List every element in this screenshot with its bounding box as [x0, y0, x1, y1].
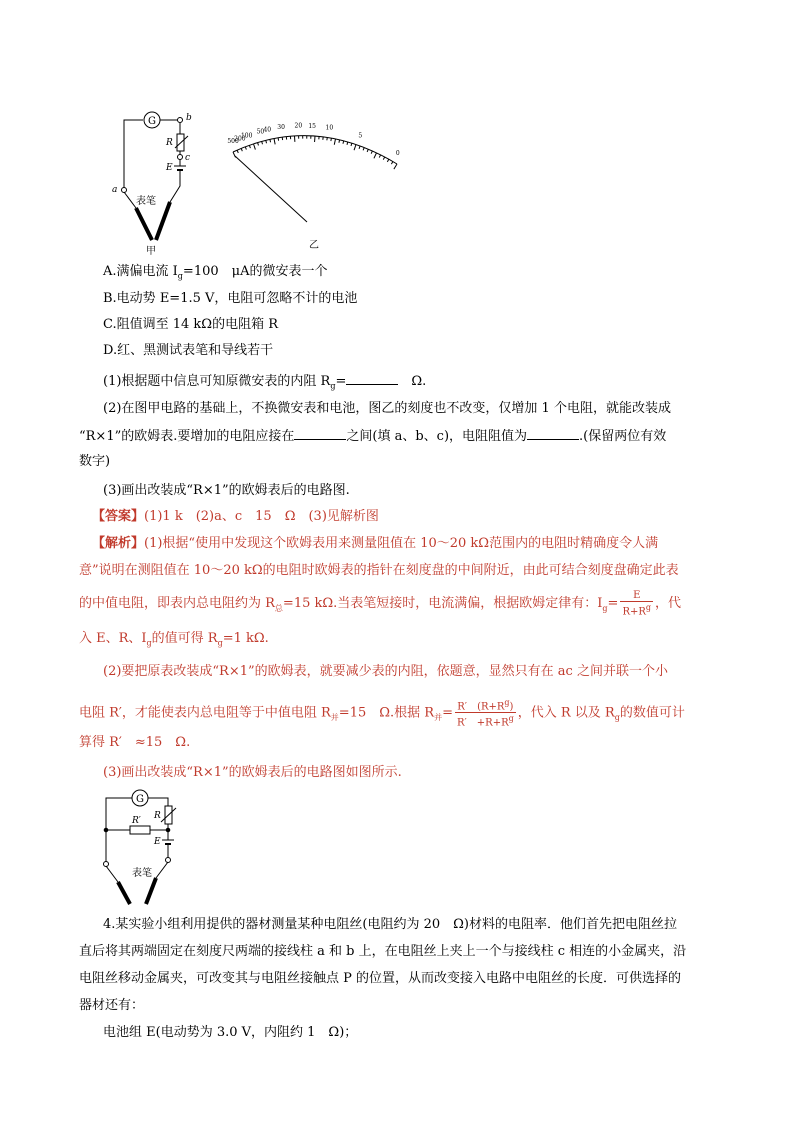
question-2-line-2 — [79, 427, 666, 446]
dial-tick — [274, 139, 275, 145]
analysis-l3c: = — [607, 596, 619, 612]
dial-tick — [374, 153, 377, 158]
analysis-l3sub: 总 — [274, 603, 283, 613]
dial-tick — [391, 162, 393, 165]
figure-yi-dial — [225, 122, 405, 252]
analysis-tag: 【解析】 — [92, 536, 145, 551]
fraction-2-num-end: ) — [509, 701, 514, 713]
q2-l2b: 之间(填 a、b、c)，电阻阻值为 — [346, 429, 528, 444]
analysis-p2l2a: 电阻 R′，才能使表内总电阻等于中值电阻 R — [79, 705, 331, 721]
option-b: B.电动势 E=1.5 V，电阻可忽略不计的电池 — [103, 291, 358, 306]
fraction-1 — [620, 590, 653, 617]
dial-tick — [334, 139, 335, 145]
dial-tick — [354, 145, 356, 151]
dial-scale-label: 15 — [308, 122, 316, 130]
fraction-1-den — [620, 602, 653, 617]
q2-l2c: .(保留两位有效 — [579, 429, 667, 444]
terminal-b-label: b — [186, 113, 192, 123]
analysis-l4sub2: g — [217, 638, 223, 648]
q1-mid: = — [335, 374, 347, 389]
dial-tick — [367, 149, 368, 152]
dial-scale-label: 10 — [325, 124, 334, 132]
analysis-p2l2sub3: g — [614, 712, 620, 722]
fraction-2 — [455, 697, 516, 729]
analysis-p2l2b: =15 Ω.根据 R — [338, 705, 435, 721]
galvanometer-label: G — [148, 116, 156, 127]
dial-tick — [254, 144, 256, 150]
option-c: C.阻值调至 14 kΩ的电阻箱 R — [103, 317, 278, 332]
analysis-p3: (3)画出改装成“R×1”的欧姆表后的电路图如图所示. — [103, 765, 402, 780]
fraction-2-num-sup: g — [504, 698, 510, 707]
fraction-2-num-text: R′ (R+R — [457, 701, 505, 713]
analysis-p2-line-3: 算得 R′ ≈15 Ω. — [79, 735, 191, 750]
analysis-l3d: ，代 — [655, 596, 682, 612]
analysis-line-4 — [79, 630, 269, 653]
caption-yi: 乙 — [309, 240, 319, 251]
dial-scale-label: 100 — [240, 132, 253, 140]
analysis-l3a: 的中值电阻，即表内总电阻约为 R — [79, 596, 275, 612]
dial-tick — [394, 164, 397, 169]
figure-jia-circuit — [100, 108, 210, 258]
question-3: (3)画出改装成“R×1”的欧姆表后的电路图. — [103, 483, 350, 498]
dial-scale-label: 0 — [395, 150, 400, 158]
resistor-Rprime-label: R′ — [132, 816, 141, 826]
fraction-2-den — [455, 713, 516, 728]
pen-label-2: 表笔 — [132, 868, 152, 879]
dial-scale-label: 30 — [277, 124, 285, 132]
answer — [92, 508, 379, 526]
galvanometer-label-2: G — [136, 794, 144, 805]
dial-scale-label: 20 — [294, 122, 303, 130]
analysis-line-2: 意”说明在测阻值在 10～20 kΩ的电阻时欧姆表的指针在刻度盘的中间附近，由此可结合刻度盘确定此表 — [79, 563, 679, 578]
dial-tick — [258, 143, 259, 146]
answer-blank-3 — [527, 427, 579, 440]
option-a-text: A.满偏电流 I — [103, 264, 178, 279]
q1-post: Ω. — [398, 374, 427, 389]
battery-E-label-2: E — [154, 837, 161, 847]
dial-scale-label: 500 — [227, 138, 239, 146]
dial-scale-label: 5 — [358, 132, 363, 140]
figure-modified-circuit — [96, 786, 206, 908]
option-a-sub: g — [177, 271, 183, 281]
dial-tick — [266, 140, 267, 143]
analysis-p2l2sub2: 并 — [434, 712, 443, 722]
q1-sub: g — [330, 381, 336, 391]
analysis-l4sub: g — [146, 638, 152, 648]
dial-tick — [245, 147, 246, 150]
fraction-2-den-text: R′ +R+R — [456, 717, 509, 729]
dial-tick — [270, 139, 271, 142]
dial-tick — [343, 141, 344, 144]
question-4-line-2: 直后将其两端固定在刻度尺两端的接线柱 a 和 b 上，在电阻丝上夹上一个与接线柱 c 相连的小金属夹，沿 — [79, 944, 687, 959]
question-4-line-5: 电池组 E(电动势为 3.0 V，内阻约 1 Ω)； — [103, 1025, 358, 1040]
question-2-line-1: (2)在图甲电路的基础上，不换微安表和电池，图乙的刻度也不改变，仅增加 1 个电阻，就能改装成 — [103, 401, 671, 416]
dial-scale-label: 40 — [263, 126, 272, 134]
analysis-line-3 — [79, 590, 681, 618]
analysis-l4c: =1 kΩ. — [222, 631, 269, 646]
question-4-line-4: 器材还有： — [79, 998, 145, 1013]
caption-jia: 甲 — [146, 246, 156, 257]
analysis-p2l2d: ，代入 R 以及 R — [517, 705, 615, 721]
dial-tick — [359, 146, 360, 149]
q2-l2a: “R×1”的欧姆表.要增加的电阻应接在 — [79, 429, 295, 444]
dial-ticks — [233, 136, 397, 170]
analysis-p2-line-2 — [79, 697, 685, 729]
question-2-line-3: 数字) — [79, 454, 111, 469]
fraction-1-den-text: R+R — [622, 606, 646, 618]
question-4-line-3: 电阻丝移动金属夹，可改变其与电阻丝接触点 P 的位置，从而改变接入电路中电阻丝的长度．可供选择的 — [79, 971, 682, 986]
dial-tick — [351, 143, 352, 146]
analysis-p2-line-1: (2)要把原表改装成“R×1”的欧姆表，就要减少表的内阻，依题意，显然只有在 ac 之间并联一个小 — [103, 664, 668, 679]
option-a-rest: =100 μA的微安表一个 — [182, 264, 328, 279]
option-d: D.红、黑测试表笔和导线若干 — [103, 343, 274, 358]
terminal-c-label: c — [185, 153, 191, 163]
dial-scale-label: 50 — [256, 128, 265, 136]
parallel-resistor-symbol — [130, 826, 150, 834]
answer-blank-2 — [294, 427, 346, 440]
analysis-line-1 — [92, 535, 658, 553]
q1-pre: (1)根据题中信息可知原微安表的内阻 R — [103, 374, 331, 389]
dial-tick — [371, 151, 372, 154]
dial-tick — [262, 141, 263, 144]
dial-tick — [379, 155, 380, 158]
terminal-a-label: a — [112, 185, 118, 195]
dial-tick — [237, 150, 238, 153]
analysis-l4a: 入 E、R、I — [79, 631, 147, 646]
analysis-p2l2sub: 并 — [330, 712, 339, 722]
answer-text: (1)1 k (2)a、c 15 Ω (3)见解析图 — [144, 509, 379, 524]
fraction-1-num: E — [620, 590, 653, 602]
fraction-2-den-sup: g — [508, 714, 514, 724]
resistor-R-label-2: R — [154, 811, 161, 821]
answer-tag: 【答案】 — [92, 509, 145, 524]
question-1 — [103, 372, 426, 396]
battery-E-label: E — [166, 163, 173, 173]
option-a — [103, 263, 327, 286]
analysis-p2l2c: = — [442, 705, 453, 721]
dial-tick — [339, 140, 340, 143]
dial-needle — [235, 156, 307, 222]
dial-tick — [249, 145, 250, 148]
question-4-line-1: 4.某实验小组利用提供的器材测量某种电阻丝(电阻约为 20 Ω)材料的电阻率．他们首先把电阻丝拉 — [103, 917, 678, 932]
answer-blank-1 — [346, 372, 398, 385]
analysis-l3sub2: g — [602, 603, 608, 613]
dial-tick — [241, 148, 242, 151]
dial-tick — [363, 148, 364, 151]
analysis-p2l2e: 的数值可计 — [619, 705, 685, 721]
dial-tick — [347, 142, 348, 145]
fraction-2-num — [455, 697, 516, 713]
analysis-l1: (1)根据“使用中发现这个欧姆表用来测量阻值在 10～20 kΩ范围内的电阻时精确度令人满 — [144, 536, 659, 551]
analysis-l4b: 的值可得 R — [151, 631, 218, 646]
dial-tick — [331, 138, 332, 141]
dial-tick — [383, 157, 384, 160]
dial-tick — [387, 159, 388, 162]
dial-scale-label: 200 — [234, 135, 246, 143]
analysis-l3b: =15 kΩ.当表笔短接时，电流满偏，根据欧姆定律有：I — [282, 596, 603, 612]
resistor-R-label: R — [166, 138, 173, 148]
pen-label: 表笔 — [136, 196, 156, 207]
fraction-1-den-sup: g — [645, 603, 652, 612]
